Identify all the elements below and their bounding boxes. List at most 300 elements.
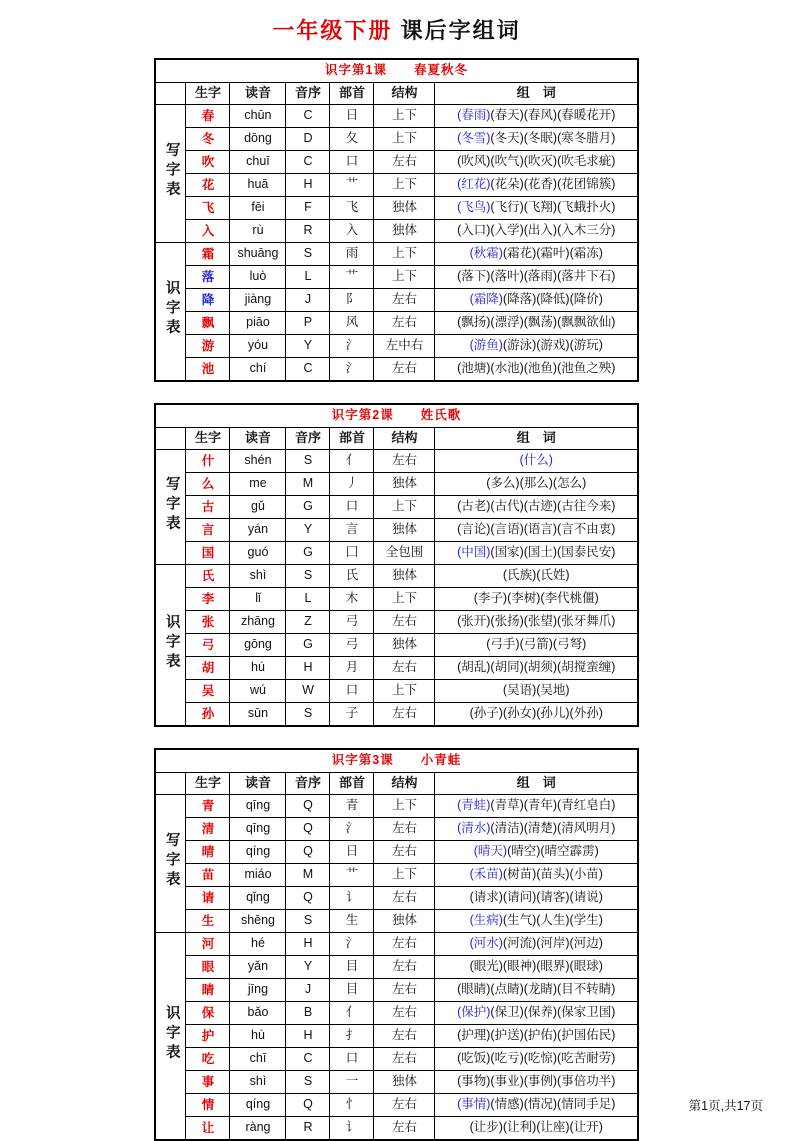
word-groups [435,1071,638,1094]
column-header: 部首 [330,428,374,450]
radical: 氵 [330,335,374,358]
word-groups [435,611,638,634]
pinyin: guó [230,542,286,565]
word-group-rest: (氏族)(氏姓) [502,568,570,583]
word-groups [435,289,638,312]
word-groups [435,680,638,703]
word-group-rest: (落下)(落叶)(落雨)(落井下石) [457,269,616,284]
alphabetical-initial: S [286,703,330,727]
radical: 弓 [330,634,374,657]
word-group-rest: (胡乱)(胡同)(胡须)(胡搅蛮缠) [457,660,616,675]
new-character: 让 [186,1117,230,1141]
alphabetical-initial: J [286,979,330,1002]
radical: 目 [330,956,374,979]
pinyin: qīng [230,818,286,841]
word-group-highlight: (生病) [469,913,503,928]
alphabetical-initial: H [286,1025,330,1048]
character-structure: 左右 [374,611,435,634]
corner-cell [155,773,186,795]
new-character: 霜 [186,243,230,266]
word-group-rest: (眼睛)(点睛)(龙睛)(目不转睛) [457,982,616,997]
lesson-table [154,403,639,727]
alphabetical-initial: S [286,243,330,266]
new-character: 氏 [186,565,230,588]
alphabetical-initial: M [286,864,330,887]
column-header: 部首 [330,773,374,795]
section-label [155,243,186,382]
pinyin: qíng [230,1094,286,1117]
page-title [0,0,793,45]
radical: 亻 [330,450,374,473]
character-structure: 上下 [374,588,435,611]
pinyin: chī [230,1048,286,1071]
column-header: 结构 [374,83,435,105]
new-character: 弓 [186,634,230,657]
pinyin: piāo [230,312,286,335]
word-group-rest: (霜花)(霜叶)(霜冻) [502,246,603,261]
word-groups [435,450,638,473]
new-character: 李 [186,588,230,611]
pinyin: gōng [230,634,286,657]
section-label-text: 识字表 [163,1004,180,1064]
character-structure: 左右 [374,841,435,864]
alphabetical-initial: D [286,128,330,151]
character-structure: 上下 [374,795,435,818]
character-structure: 上下 [374,105,435,128]
word-groups [435,956,638,979]
lesson-table [154,58,639,382]
column-header: 组 词 [435,83,638,105]
radical: 日 [330,841,374,864]
pinyin: lǐ [230,588,286,611]
radical: 一 [330,1071,374,1094]
section-label [155,565,186,727]
word-groups [435,151,638,174]
pinyin: qīng [230,795,286,818]
word-group-rest: (事物)(事业)(事例)(事倍功半) [457,1074,616,1089]
word-group-highlight: (春雨) [457,108,491,123]
new-character: 苗 [186,864,230,887]
pinyin: hé [230,933,286,956]
radical: 言 [330,519,374,542]
word-groups [435,542,638,565]
alphabetical-initial: L [286,588,330,611]
word-group-rest: (入口)(入学)(出入)(入木三分) [457,223,616,238]
alphabetical-initial: Y [286,519,330,542]
character-structure: 左右 [374,818,435,841]
alphabetical-initial: R [286,220,330,243]
pinyin: jiàng [230,289,286,312]
alphabetical-initial: C [286,358,330,382]
word-group-rest: (国家)(国土)(国泰民安) [490,545,616,560]
new-character: 护 [186,1025,230,1048]
character-structure: 独体 [374,473,435,496]
section-label-text: 写字表 [163,832,180,891]
character-structure: 左右 [374,887,435,910]
radical: 木 [330,588,374,611]
word-groups [435,1094,638,1117]
alphabetical-initial: Q [286,887,330,910]
tables-area [0,58,793,1141]
alphabetical-initial: C [286,151,330,174]
word-groups [435,841,638,864]
word-group-rest: (情感)(情况)(情同手足) [490,1097,616,1112]
pinyin: shì [230,1071,286,1094]
character-structure: 独体 [374,220,435,243]
radical: 夂 [330,128,374,151]
new-character: 飞 [186,197,230,220]
word-group-highlight: (游鱼) [469,338,503,353]
radical: 讠 [330,887,374,910]
pinyin: shì [230,565,286,588]
new-character: 降 [186,289,230,312]
corner-cell [155,428,186,450]
column-header: 读音 [230,428,286,450]
word-groups [435,197,638,220]
radical: 口 [330,151,374,174]
pinyin: bǎo [230,1002,286,1025]
radical: 口 [330,1048,374,1071]
word-groups [435,1002,638,1025]
character-structure: 左右 [374,358,435,382]
word-group-highlight: (中国) [457,545,491,560]
word-group-rest: (生气)(人生)(学生) [502,913,603,928]
pinyin: chí [230,358,286,382]
alphabetical-initial: G [286,542,330,565]
alphabetical-initial: L [286,266,330,289]
character-structure: 上下 [374,128,435,151]
word-group-highlight: (保护) [457,1005,491,1020]
word-groups [435,1117,638,1141]
word-group-rest: (眼光)(眼神)(眼界)(眼球) [469,959,603,974]
word-groups [435,128,638,151]
radical: 目 [330,979,374,1002]
alphabetical-initial: Q [286,1094,330,1117]
word-group-rest: (多么)(那么)(怎么) [486,476,587,491]
alphabetical-initial: Y [286,956,330,979]
character-structure: 独体 [374,910,435,933]
character-structure: 左右 [374,1094,435,1117]
radical: 艹 [330,266,374,289]
alphabetical-initial: Y [286,335,330,358]
word-groups [435,703,638,727]
new-character: 池 [186,358,230,382]
word-group-highlight: (什么) [519,453,553,468]
character-structure: 全包围 [374,542,435,565]
section-label [155,795,186,933]
word-group-highlight: (晴天) [473,844,508,859]
pinyin: shén [230,450,286,473]
word-groups [435,910,638,933]
pinyin: jīng [230,979,286,1002]
alphabetical-initial: H [286,657,330,680]
new-character: 保 [186,1002,230,1025]
radical: 氵 [330,358,374,382]
character-structure: 左右 [374,956,435,979]
pinyin: yǎn [230,956,286,979]
word-group-rest: (晴空)(晴空霹雳) [507,844,599,859]
section-label-text: 识字表 [163,613,180,673]
radical: 囗 [330,542,374,565]
character-structure: 独体 [374,1071,435,1094]
new-character: 什 [186,450,230,473]
word-groups [435,358,638,382]
column-header: 组 词 [435,428,638,450]
alphabetical-initial: Q [286,841,330,864]
new-character: 入 [186,220,230,243]
table-title: 识字第2课 姓氏歌 [155,404,638,428]
word-group-rest: (吴语)(吴地) [502,683,570,698]
radical: 氵 [330,818,374,841]
alphabetical-initial: Q [286,795,330,818]
radical: 讠 [330,1117,374,1141]
radical: 日 [330,105,374,128]
word-group-rest: (花朵)(花香)(花团锦簇) [490,177,616,192]
word-group-rest: (吹风)(吹气)(吹灭)(吹毛求疵) [457,154,616,169]
character-structure: 独体 [374,197,435,220]
alphabetical-initial: Q [286,818,330,841]
new-character: 晴 [186,841,230,864]
word-group-rest: (张开)(张扬)(张望)(张牙舞爪) [457,614,616,629]
pinyin: rù [230,220,286,243]
alphabetical-initial: M [286,473,330,496]
pinyin: fēi [230,197,286,220]
word-group-rest: (清洁)(清楚)(清风明月) [490,821,616,836]
character-structure: 左右 [374,312,435,335]
word-groups [435,588,638,611]
column-header: 音序 [286,773,330,795]
page-title-topic: 课后字组词 [400,18,521,43]
word-groups [435,979,638,1002]
character-structure: 左右 [374,979,435,1002]
alphabetical-initial: G [286,634,330,657]
new-character: 冬 [186,128,230,151]
word-group-highlight: (河水) [469,936,503,951]
character-structure: 左中右 [374,335,435,358]
radical: 口 [330,496,374,519]
pinyin: zhāng [230,611,286,634]
column-header: 生字 [186,428,230,450]
alphabetical-initial: C [286,1048,330,1071]
word-group-highlight: (事情) [457,1097,491,1112]
word-group-rest: (青草)(青年)(青红皂白) [490,798,616,813]
radical: 生 [330,910,374,933]
table-title: 识字第3课 小青蛙 [155,749,638,773]
word-groups [435,1048,638,1071]
radical: 子 [330,703,374,727]
word-group-rest: (李子)(李树)(李代桃僵) [473,591,599,606]
new-character: 花 [186,174,230,197]
radical: 艹 [330,174,374,197]
character-structure: 上下 [374,266,435,289]
word-groups [435,174,638,197]
pinyin: yóu [230,335,286,358]
column-header: 音序 [286,83,330,105]
word-groups [435,473,638,496]
new-character: 吹 [186,151,230,174]
section-label [155,450,186,565]
character-structure: 上下 [374,496,435,519]
word-group-rest: (游泳)(游戏)(游玩) [502,338,603,353]
word-groups [435,887,638,910]
word-group-highlight: (禾苗) [469,867,503,882]
section-label [155,105,186,243]
character-structure: 上下 [374,174,435,197]
character-structure: 左右 [374,450,435,473]
word-group-rest: (言论)(言语)(语言)(言不由衷) [457,522,616,537]
pinyin: huā [230,174,286,197]
pinyin: dōng [230,128,286,151]
pinyin: chuī [230,151,286,174]
word-groups [435,864,638,887]
column-header: 结构 [374,773,435,795]
word-group-highlight: (清水) [457,821,491,836]
alphabetical-initial: S [286,450,330,473]
pinyin: shuāng [230,243,286,266]
column-header: 读音 [230,83,286,105]
radical: 飞 [330,197,374,220]
new-character: 吴 [186,680,230,703]
alphabetical-initial: H [286,933,330,956]
word-group-rest: (河流)(河岸)(河边) [502,936,603,951]
word-group-highlight: (飞鸟) [457,200,491,215]
word-group-rest: (让步)(让利)(让座)(让开) [469,1120,603,1135]
pinyin: me [230,473,286,496]
word-groups [435,220,638,243]
new-character: 吃 [186,1048,230,1071]
radical: 雨 [330,243,374,266]
pinyin: wú [230,680,286,703]
section-label-text: 写字表 [163,142,180,201]
radical: 风 [330,312,374,335]
character-structure: 左右 [374,933,435,956]
pinyin: sūn [230,703,286,727]
word-group-rest: (弓手)(弓箭)(弓弩) [486,637,587,652]
alphabetical-initial: Z [286,611,330,634]
word-groups [435,519,638,542]
word-group-highlight: (秋霜) [469,246,503,261]
word-groups [435,312,638,335]
pinyin: yán [230,519,286,542]
word-group-rest: (孙子)(孙女)(孙儿)(外孙) [469,706,603,721]
word-group-highlight: (霜降) [469,292,503,307]
new-character: 孙 [186,703,230,727]
section-label-text: 写字表 [163,475,180,535]
new-character: 春 [186,105,230,128]
lesson-table [154,748,639,1141]
radical: 入 [330,220,374,243]
section-label [155,933,186,1141]
radical: 忄 [330,1094,374,1117]
radical: 月 [330,657,374,680]
word-groups [435,243,638,266]
word-group-rest: (护理)(护送)(护佑)(护国佑民) [457,1028,616,1043]
word-group-rest: (树苗)(苗头)(小苗) [502,867,603,882]
word-group-highlight: (青蛙) [457,798,491,813]
character-structure: 左右 [374,151,435,174]
radical: 口 [330,680,374,703]
word-groups [435,795,638,818]
radical: 青 [330,795,374,818]
new-character: 生 [186,910,230,933]
column-header: 组 词 [435,773,638,795]
alphabetical-initial: J [286,289,330,312]
new-character: 河 [186,933,230,956]
word-group-rest: (保卫)(保养)(保家卫国) [490,1005,616,1020]
pinyin: qíng [230,841,286,864]
column-header: 读音 [230,773,286,795]
radical: 亻 [330,1002,374,1025]
character-structure: 左右 [374,1117,435,1141]
pinyin: hù [230,1025,286,1048]
pinyin: shēng [230,910,286,933]
new-character: 张 [186,611,230,634]
alphabetical-initial: C [286,105,330,128]
word-groups [435,266,638,289]
word-group-rest: (冬天)(冬眠)(寒冬腊月) [490,131,616,146]
table-title: 识字第1课 春夏秋冬 [155,59,638,83]
pinyin: ràng [230,1117,286,1141]
new-character: 么 [186,473,230,496]
alphabetical-initial: W [286,680,330,703]
character-structure: 左右 [374,289,435,312]
alphabetical-initial: S [286,910,330,933]
radical: 艹 [330,864,374,887]
corner-cell [155,83,186,105]
radical: 氵 [330,933,374,956]
word-group-rest: (降落)(降低)(降价) [502,292,603,307]
new-character: 飘 [186,312,230,335]
word-group-rest: (古老)(古代)(古迹)(古往今来) [457,499,616,514]
word-group-rest: (飘扬)(漂浮)(飘荡)(飘飘欲仙) [457,315,616,330]
page-title-grade: 一年级下册 [272,18,393,43]
new-character: 国 [186,542,230,565]
new-character: 情 [186,1094,230,1117]
pinyin: qǐng [230,887,286,910]
new-character: 古 [186,496,230,519]
word-groups [435,634,638,657]
column-header: 结构 [374,428,435,450]
new-character: 游 [186,335,230,358]
new-character: 事 [186,1071,230,1094]
word-group-highlight: (冬雪) [457,131,491,146]
character-structure: 上下 [374,680,435,703]
character-structure: 独体 [374,519,435,542]
column-header: 生字 [186,83,230,105]
word-groups [435,1025,638,1048]
word-group-rest: (春天)(春风)(春暖花开) [490,108,616,123]
alphabetical-initial: G [286,496,330,519]
radical: 氏 [330,565,374,588]
radical: 阝 [330,289,374,312]
column-header: 生字 [186,773,230,795]
new-character: 睛 [186,979,230,1002]
character-structure: 上下 [374,864,435,887]
word-group-rest: (吃饭)(吃亏)(吃惊)(吃苦耐劳) [457,1051,616,1066]
word-groups [435,818,638,841]
new-character: 言 [186,519,230,542]
pinyin: gǔ [230,496,286,519]
pinyin: miáo [230,864,286,887]
character-structure: 左右 [374,657,435,680]
alphabetical-initial: B [286,1002,330,1025]
alphabetical-initial: S [286,1071,330,1094]
word-groups [435,933,638,956]
alphabetical-initial: S [286,565,330,588]
alphabetical-initial: P [286,312,330,335]
section-label-text: 识字表 [163,280,180,339]
alphabetical-initial: F [286,197,330,220]
